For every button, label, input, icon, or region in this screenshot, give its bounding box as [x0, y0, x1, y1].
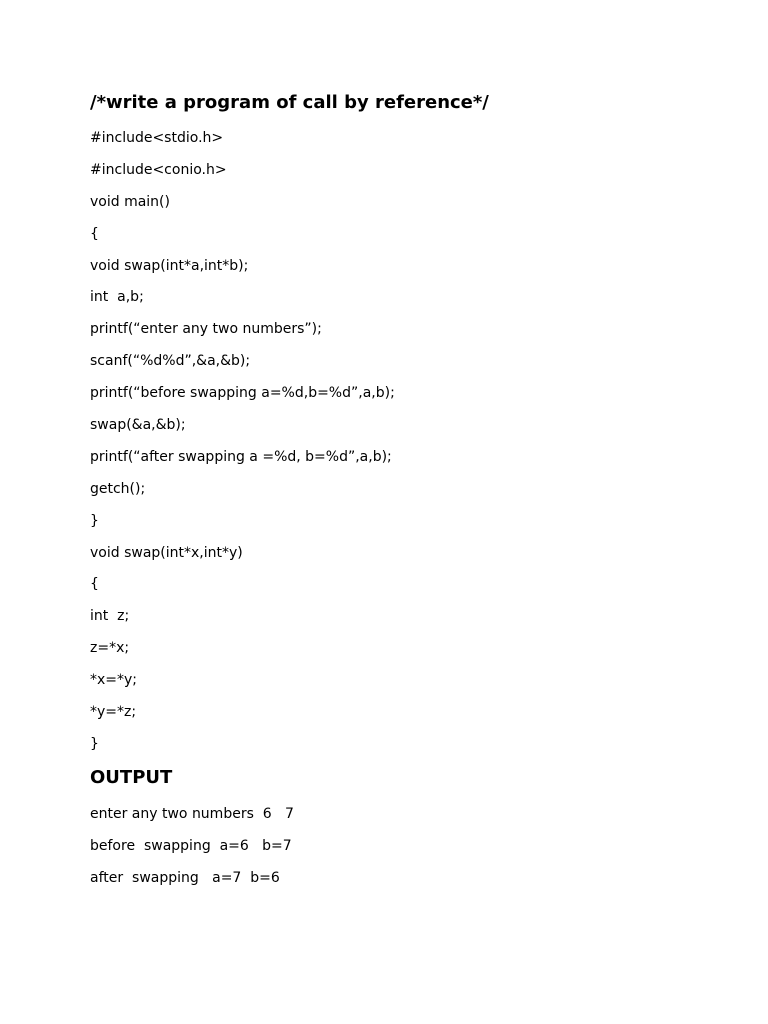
code-line: void swap(int*a,int*b); [90, 257, 249, 274]
code-line: *y=*z; [90, 704, 137, 721]
output-line: after swapping a=7 b=6 [90, 869, 280, 886]
code-line: printf(“enter any two numbers”); [90, 321, 322, 338]
output-heading: OUTPUT [90, 767, 173, 788]
code-line: z=*x; [90, 640, 130, 657]
code-line: void main() [90, 193, 170, 210]
code-line: int z; [90, 608, 130, 625]
code-listing [90, 125, 395, 763]
output-line: before swapping a=6 b=7 [90, 837, 292, 854]
code-line: scanf(“%d%d”,&a,&b); [90, 353, 251, 370]
output-listing [90, 801, 294, 897]
code-line: printf(“before swapping a=%d,b=%d”,a,b); [90, 385, 395, 402]
code-line: int a,b; [90, 289, 144, 306]
code-line: void swap(int*x,int*y) [90, 544, 243, 561]
code-line: { [90, 225, 99, 242]
code-line: #include<stdio.h> [90, 130, 224, 146]
document-title: /*write a program of call by reference*/ [90, 92, 489, 113]
code-line: } [90, 512, 99, 529]
code-line: swap(&a,&b); [90, 417, 186, 434]
code-line: } [90, 735, 99, 752]
code-line: *x=*y; [90, 672, 138, 689]
code-line: getch(); [90, 480, 146, 497]
code-line: { [90, 576, 99, 593]
code-line: #include<conio.h> [90, 161, 227, 178]
output-line: enter any two numbers 6 7 [90, 806, 294, 822]
code-line: printf(“after swapping a =%d, b=%d”,a,b); [90, 448, 392, 465]
